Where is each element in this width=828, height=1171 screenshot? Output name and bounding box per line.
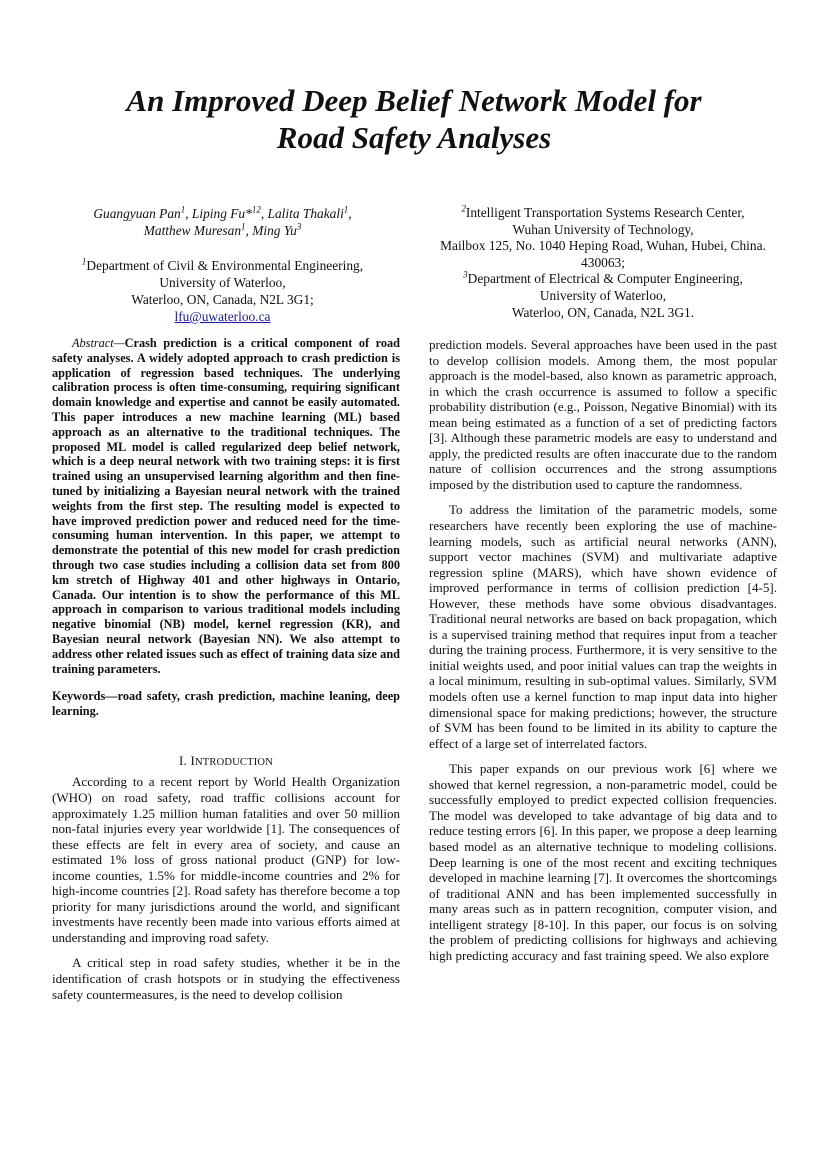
author-name: , Lalita Thakali bbox=[260, 206, 344, 221]
author-name: Matthew Muresan bbox=[143, 223, 242, 238]
affiliation-line: Department of Electrical & Computer Engineering, bbox=[467, 271, 743, 287]
abstract-text: Crash prediction is a critical component of road safety analyses. A widely adopted approach to crash prediction is application of regression based techniques. The underlying calibration process is often time-consuming, requiring significant domain knowledge and expertise and cannot be easily automated. This paper introduces a new machine learning (ML) based approach as an alternative to the traditional techniques. The proposed ML model is called regularized deep belief network, which is a deep neural network with two training steps: it is first trained using an unsupervised learning algorithm and then fine-tuned by initializing a Bayesian neural network with the trained weights from the first step. The resulting model is expected to have improved prediction power and reduced need for the time-consuming human intervention. In this paper, we attempt to demonstrate the potential of this new model for crash prediction through two case studies including a collision data set from 800 km stretch of Highway 401 and other highways in Ontario, Canada. Our intention is to show the performance of this ML approach in comparison to various traditional models including negative binomial (NB) model, kernel regression (KR), and Bayesian neural network (Bayesian NN). We also attempt to address other related issues such as effect of training data size and training parameters. bbox=[52, 336, 400, 676]
left-affiliation-block bbox=[60, 205, 385, 325]
right-column bbox=[429, 337, 777, 973]
abstract-lead: Abstract— bbox=[72, 336, 125, 350]
affiliation-line: Mailbox 125, No. 1040 Heping Road, Wuhan, Hubei, China. bbox=[440, 238, 766, 254]
affiliation-sup: 2 bbox=[461, 203, 466, 214]
affiliation-3 bbox=[428, 271, 778, 321]
affiliation-line: University of Waterloo, bbox=[539, 287, 667, 303]
author-name: , Ming Yu bbox=[245, 223, 297, 238]
author-sup: 1 bbox=[241, 221, 246, 232]
affiliation-line: Wuhan University of Technology, bbox=[512, 221, 694, 237]
email-link[interactable]: lfu@uwaterloo.ca bbox=[174, 309, 271, 324]
affiliation-2 bbox=[428, 205, 778, 271]
left-column bbox=[52, 336, 400, 1012]
author-sup: 1 bbox=[180, 204, 186, 215]
author-name: Guangyuan Pan bbox=[93, 206, 181, 221]
author-list bbox=[60, 205, 385, 239]
body-paragraph: prediction models. Several approaches have been used in the past to develop collision models. Among them, the most popular approach is the model-based, also known as parametric approach, in which the crash occurrence is assumed to follow a specific probability distribution (e.g., Poisson, Negative Binomial) with its mean being estimated as a function of a set of predicting factors [3]. Although these parametric models are easy to understand and apply, the predicted results are often inaccurate due to the random nature of collision occurrences and the strong assumptions imposed by the distribution used to capture the randomness. bbox=[429, 337, 777, 492]
title-line-2: Road Safety Analyses bbox=[276, 120, 552, 155]
affiliation-line: University of Waterloo, bbox=[159, 275, 286, 290]
paper-title bbox=[40, 82, 788, 156]
abstract bbox=[52, 336, 400, 676]
affiliation-sup: 3 bbox=[463, 269, 468, 280]
affiliation-1 bbox=[60, 257, 385, 325]
author-separator: , bbox=[348, 206, 352, 221]
right-affiliation-block bbox=[428, 205, 778, 321]
author-sup: 1 bbox=[343, 204, 349, 215]
affiliation-line: 430063; bbox=[581, 254, 625, 270]
affiliation-line: Waterloo, ON, Canada, N2L 3G1; bbox=[131, 292, 314, 307]
title-line-1: An Improved Deep Belief Network Model for bbox=[126, 83, 702, 118]
section-numeral: I. bbox=[179, 752, 187, 768]
keywords: Keywords—road safety, crash prediction, machine leaning, deep learning. bbox=[52, 689, 400, 719]
affiliation-line: Department of Civil & Environmental Engineering, bbox=[86, 258, 364, 273]
affiliation-line: Waterloo, ON, Canada, N2L 3G1. bbox=[511, 304, 695, 320]
body-paragraph: This paper expands on our previous work [6] where we showed that kernel regression, a non-parametric model, could be successfully employed to predict expected collision frequencies. The model was developed to take advantage of big data and to reduce testing errors [6]. In this paper, we propose a deep learning based model as an alternative technique to modeling collisions. Deep learning is one of the most recent and exciting techniques developed in machine learning [7]. It overcomes the shortcomings of traditional ANN and has been implemented successfully in many areas such as in pattern recognition, computer vision, and intelligent strategy [8-10]. In this paper, our focus is on solving the problem of predicting collisions for highways and achieving high predicting accuracy and fast training speed. We also explore bbox=[429, 761, 777, 963]
author-name: , Liping Fu* bbox=[185, 206, 252, 221]
author-sup: 12 bbox=[251, 204, 261, 215]
section-title-rest: NTRODUCTION bbox=[194, 756, 273, 768]
author-sup: 3 bbox=[296, 221, 302, 232]
affiliation-line: Intelligent Transportation Systems Research Center, bbox=[465, 205, 745, 220]
affiliation-sup: 1 bbox=[81, 256, 87, 267]
section-heading bbox=[52, 753, 400, 771]
body-paragraph: A critical step in road safety studies, whether it be in the identification of crash hotspots or in studying the effectiveness safety countermeasures, is the need to develop collision bbox=[52, 955, 400, 1002]
section-title-cap: I bbox=[190, 752, 195, 768]
body-paragraph: To address the limitation of the parametric models, some researchers have recently been exploring the use of machine-learning models, such as artificial neural networks (ANN), support vector machines (SVM) and multivariate adaptive regression spline (MARS), which have shown evidence of improved performance in terms of collision prediction [4-5]. However, these methods have some obvious disadvantages. Traditional neural networks are based on back propagation, which is a supervised training method that requires input from a teacher during the training process. Furthermore, it is very sensitive to the initial weights used, and poor initial values can trap the weights in a local minimum, resulting in sub-optimal values. Similarly, SVM models often use a kernel function to map input data into higher dimensional space for making predictions; however, the structure of SVM has been found to be limited in its ability to capture the effect of a large set of interrelated factors. bbox=[429, 502, 777, 751]
body-paragraph: According to a recent report by World Health Organization (WHO) on road safety, road traffic collisions account for approximately 1.25 million human fatalities and over 50 million non-fatal injuries every year worldwide [1]. The consequences of these effects are felt in every area of society, and cause an estimated 1% loss of gross national product (GNP) for low-income counties, 1.5% for middle-income countries and 2% for high-income countries [2]. Road safety has therefore become a top priority for many jurisdictions around the world, and significant investments have recently been made into various efforts aimed at understanding and improving road safety. bbox=[52, 774, 400, 945]
